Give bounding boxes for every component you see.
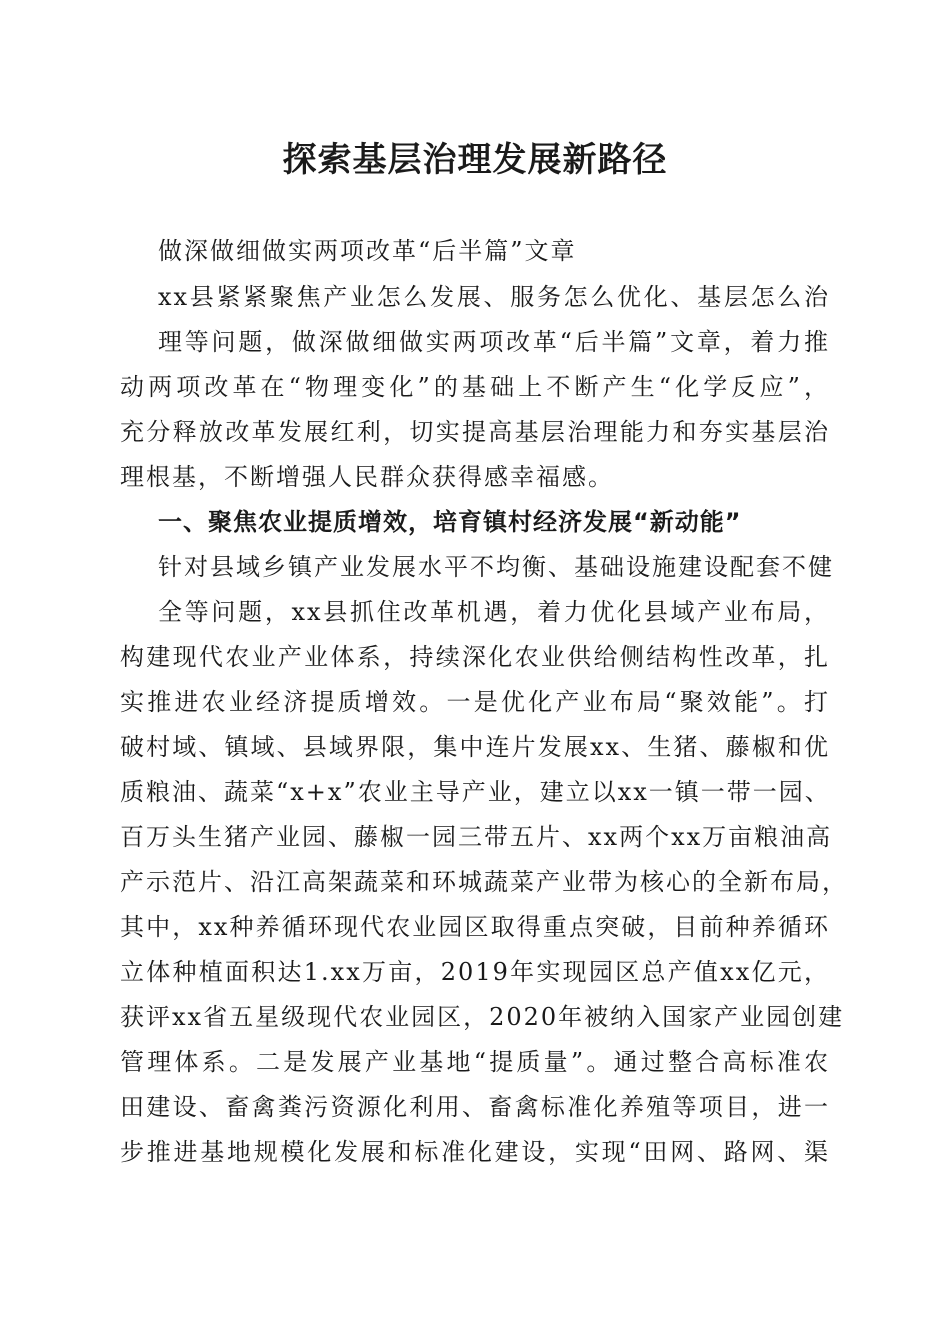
paragraph-line: 其中，xx种养循环现代农业园区取得重点突破，目前种养循环: [120, 913, 830, 941]
paragraph-line: 管理体系。二是发展产业基地“提质量”。通过整合高标准农: [120, 1048, 830, 1076]
paragraph-line: 充分释放改革发展红利，切实提高基层治理能力和夯实基层治: [120, 418, 830, 446]
section-heading: 一、聚焦农业提质增效，培育镇村经济发展“新动能”: [158, 508, 742, 536]
subtitle-line: 做深做细做实两项改革“后半篇”文章: [158, 237, 577, 265]
paragraph-line: xx县紧紧聚焦产业怎么发展、服务怎么优化、基层怎么治: [158, 283, 830, 311]
document-title: 探索基层治理发展新路径: [282, 140, 668, 180]
paragraph-line: 动两项改革在“物理变化”的基础上不断产生“化学反应”，: [120, 373, 830, 401]
paragraph-line: 破村域、镇域、县域界限，集中连片发展xx、生猪、藤椒和优: [120, 733, 830, 761]
paragraph-line: 田建设、畜禽粪污资源化利用、畜禽标准化养殖等项目，进一: [120, 1093, 830, 1121]
paragraph-line: 理等问题，做深做细做实两项改革“后半篇”文章，着力推: [158, 328, 830, 356]
paragraph-line: 针对县域乡镇产业发展水平不均衡、基础设施建设配套不健: [158, 553, 834, 581]
paragraph-line: 产示范片、沿江高架蔬菜和环城蔬菜产业带为核心的全新布局，: [120, 868, 848, 896]
paragraph-line: 步推进基地规模化发展和标准化建设，实现“田网、路网、渠: [120, 1138, 830, 1166]
paragraph-line: 立体种植面积达1.xx万亩，2019年实现园区总产值xx亿元，: [120, 958, 830, 986]
paragraph-line: 质粮油、蔬菜“x+x”农业主导产业，建立以xx一镇一带一园、: [120, 778, 831, 806]
paragraph-line: 实推进农业经济提质增效。一是优化产业布局“聚效能”。打: [120, 688, 830, 716]
paragraph-line: 获评xx省五星级现代农业园区，2020年被纳入国家产业园创建: [120, 1003, 845, 1031]
paragraph-line: 构建现代农业产业体系，持续深化农业供给侧结构性改革，扎: [120, 643, 830, 671]
paragraph-line: 百万头生猪产业园、藤椒一园三带五片、xx两个xx万亩粮油高: [120, 823, 833, 851]
paragraph-line: 理根基，不断增强人民群众获得感幸福感。: [120, 463, 614, 491]
paragraph-line: 全等问题，xx县抓住改革机遇，着力优化县域产业布局，: [158, 598, 830, 626]
